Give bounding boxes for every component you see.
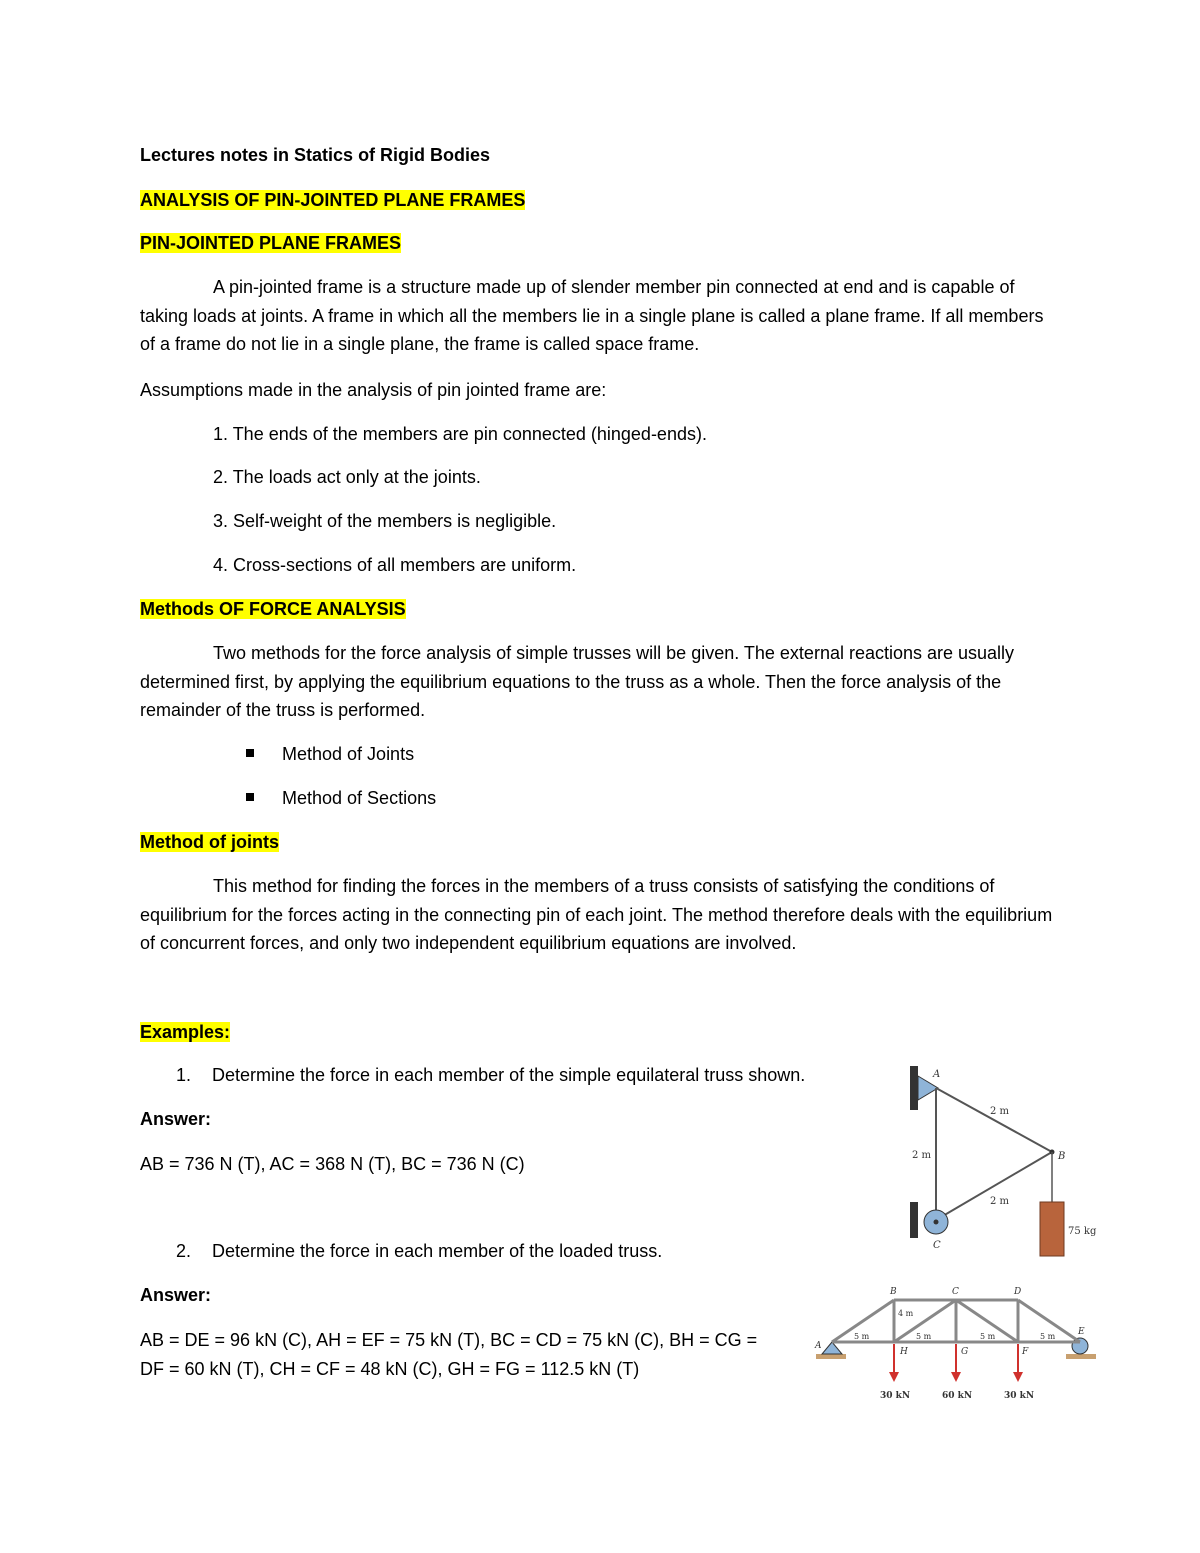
label-span-1: 5 m xyxy=(854,1332,870,1341)
paragraph-methods xyxy=(140,639,1060,725)
method-label: Method of Joints xyxy=(282,744,415,764)
label-b: B xyxy=(1058,1151,1066,1162)
label-ac-length: 2 m xyxy=(912,1150,932,1161)
paragraph-text: A pin-jointed frame is a structure made up of slender member pin connected at end and is capable of taking loads at joints. A frame in which all the members lie in a single plane is called a plane frame. If all members of a frame do not lie in a single plane, the frame is called space frame. xyxy=(140,277,1044,354)
label-c: C xyxy=(952,1287,959,1297)
example-2-answer-line: DF = 60 kN (T), CH = CF = 48 kN (C), GH = FG = 112.5 kN (T) xyxy=(140,1359,640,1379)
label-g: G xyxy=(961,1347,969,1357)
label-span-2: 5 m xyxy=(916,1332,932,1341)
mass-block xyxy=(1040,1202,1064,1256)
bullet-icon xyxy=(246,749,254,757)
paragraph-text: This method for finding the forces in the members of a truss consists of satisfying the conditions of equilibrium for the forces acting in the connecting pin of each joint. The method therefore deals with the equilibrium of concurrent forces, and only two independent equilibrium equations are involved. xyxy=(140,876,1053,953)
load-arrow-h xyxy=(889,1344,899,1382)
document-title: Lectures notes in Statics of Rigid Bodies xyxy=(140,145,491,165)
assumption-item: 1. The ends of the members are pin connected (hinged-ends). xyxy=(213,424,707,444)
figure-equilateral-truss xyxy=(900,1062,1110,1262)
pin-c xyxy=(934,1220,939,1225)
ground-right xyxy=(1066,1354,1096,1359)
answer-label: Answer: xyxy=(140,1109,212,1129)
method-list-item xyxy=(246,740,414,768)
load-arrow-g xyxy=(951,1344,961,1382)
label-bc-length: 2 m xyxy=(990,1196,1010,1207)
examples-heading xyxy=(140,1018,230,1046)
load-label-h: 30 kN xyxy=(880,1391,911,1401)
label-a: A xyxy=(815,1341,822,1351)
label-span-3: 5 m xyxy=(980,1332,996,1341)
label-mass: 75 kg xyxy=(1068,1226,1097,1237)
assumption-item: 3. Self-weight of the members is negligible. xyxy=(213,511,557,531)
example-1-answer: AB = 736 N (T), AC = 368 N (T), BC = 736 N (C) xyxy=(140,1154,525,1174)
label-f: F xyxy=(1022,1347,1029,1357)
heading-text: ANALYSIS OF PIN-JOINTED PLANE FRAMES xyxy=(140,190,526,210)
method-list-item xyxy=(246,784,436,812)
label-span-4: 5 m xyxy=(1040,1332,1056,1341)
heading-text: Examples: xyxy=(140,1022,231,1042)
paragraph-text: Two methods for the force analysis of simple trusses will be given. The external reactions are usually determined first, by applying the equilibrium equations to the truss as a whole. Then the force analysis of the remainder of the truss is performed. xyxy=(140,643,1015,720)
label-b: B xyxy=(890,1287,897,1297)
assumption-item: 4. Cross-sections of all members are uniform. xyxy=(213,555,577,575)
paragraph-definition xyxy=(140,273,1060,359)
example-number: 1. xyxy=(176,1065,192,1085)
section-heading-methods xyxy=(140,595,406,623)
answer-label: Answer: xyxy=(140,1285,212,1305)
member-bc xyxy=(936,1152,1052,1220)
heading-text: PIN-JOINTED PLANE FRAMES xyxy=(140,233,402,253)
section-heading-joints xyxy=(140,828,279,856)
assumption-item: 2. The loads act only at the joints. xyxy=(213,467,481,487)
example-text: Determine the force in each member of the simple equilateral truss shown. xyxy=(212,1065,806,1085)
example-text: Determine the force in each member of the loaded truss. xyxy=(212,1241,663,1261)
label-d: D xyxy=(1014,1287,1022,1297)
example-number: 2. xyxy=(176,1241,192,1261)
example-1-prompt xyxy=(176,1061,805,1089)
label-e: E xyxy=(1078,1327,1085,1337)
section-heading-analysis xyxy=(140,186,525,214)
wall-support-c xyxy=(910,1202,918,1238)
example-2-prompt xyxy=(176,1237,662,1265)
figure-loaded-truss xyxy=(812,1284,1102,1406)
method-label: Method of Sections xyxy=(282,788,437,808)
wall-support-a xyxy=(910,1066,918,1110)
pin-support-a xyxy=(822,1342,842,1354)
bullet-icon xyxy=(246,793,254,801)
heading-text: Methods OF FORCE ANALYSIS xyxy=(140,599,406,619)
heading-text: Method of joints xyxy=(140,832,279,852)
paragraph-joints xyxy=(140,872,1060,958)
example-2-answer-line: AB = DE = 96 kN (C), AH = EF = 75 kN (T), BC = CD = 75 kN (C), BH = CG = xyxy=(140,1330,758,1350)
label-c: C xyxy=(933,1240,941,1251)
section-heading-pin-jointed xyxy=(140,229,401,257)
label-a: A xyxy=(933,1069,941,1080)
load-label-g: 60 kN xyxy=(942,1391,973,1401)
load-label-f: 30 kN xyxy=(1004,1391,1035,1401)
label-ab-length: 2 m xyxy=(990,1106,1010,1117)
assumptions-intro: Assumptions made in the analysis of pin jointed frame are: xyxy=(140,380,607,400)
member-ab xyxy=(936,1088,1052,1152)
ground-left xyxy=(816,1354,846,1359)
label-height: 4 m xyxy=(898,1309,914,1318)
label-h: H xyxy=(900,1347,908,1357)
